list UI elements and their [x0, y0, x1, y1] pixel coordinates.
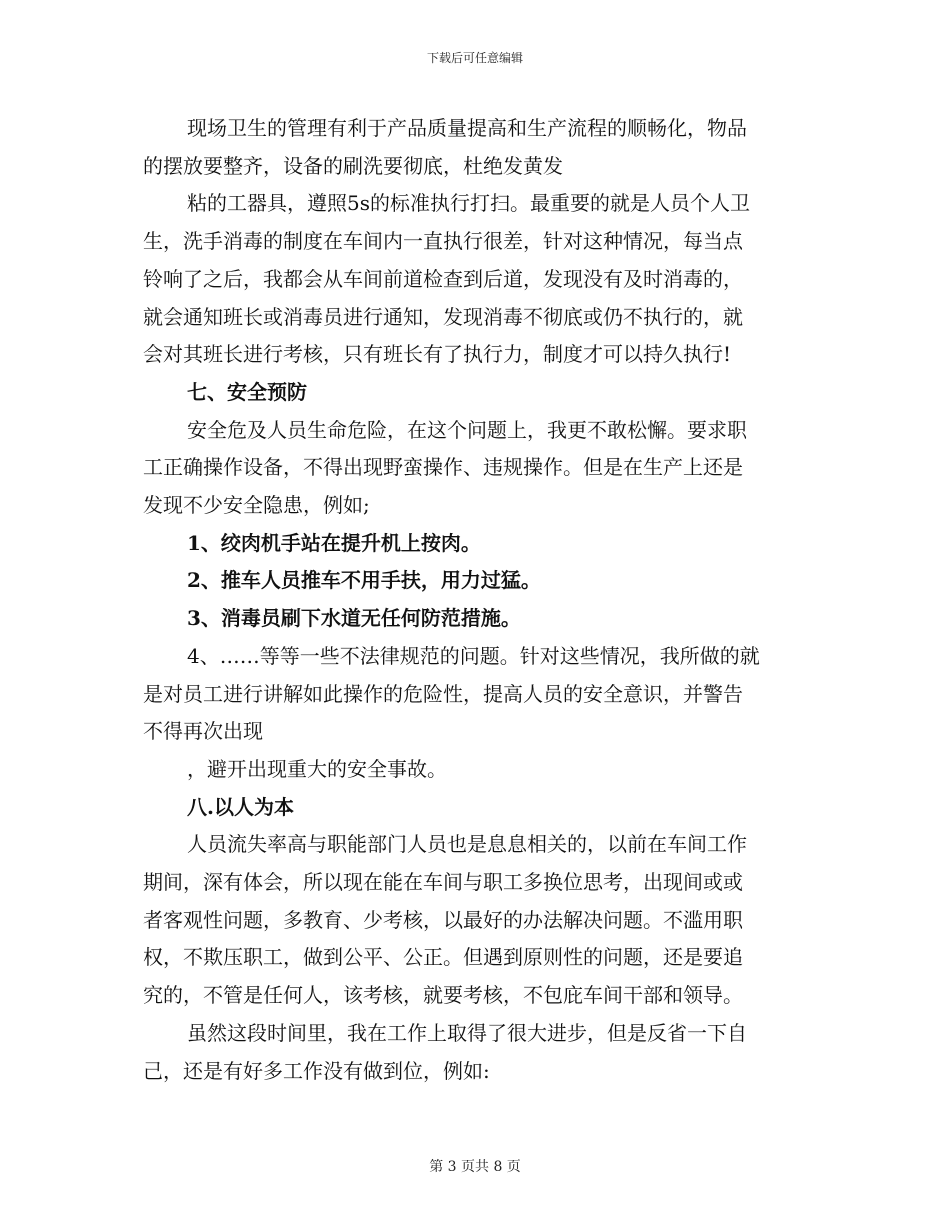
paragraph-line: 虽然这段时间里，我在工作上取得了很大进步，但是反省一下自	[187, 1020, 747, 1045]
paragraph-line: 铃响了之后，我都会从车间前道检查到后道，发现没有及时消毒的，	[143, 266, 743, 291]
paragraph-line: 安全危及人员生命危险，在这个问题上，我更不敢松懈。要求职	[187, 417, 747, 442]
paragraph-line: 会对其班长进行考核，只有班长有了执行力，制度才可以持久执行!	[143, 342, 732, 367]
paragraph-line: 4、……等等一些不法律规范的问题。针对这些情况，我所做的就	[187, 643, 760, 668]
list-item: 2、推车人员推车不用手扶，用力过猛。	[187, 568, 541, 593]
list-item: 3、消毒员刷下水道无任何防范措施。	[187, 606, 521, 631]
paragraph-line: 现场卫生的管理有利于产品质量提高和生产流程的顺畅化，物品	[187, 116, 747, 140]
paragraph-line: 人员流失率高与职能部门人员也是息息相关的，以前在车间工作	[187, 832, 747, 857]
list-item: 1、绞肉机手站在提升机上按肉。	[187, 530, 481, 555]
paragraph-line: 权，不欺压职工，做到公平、公正。但遇到原则性的问题，还是要追	[143, 945, 743, 970]
paragraph-line: ，避开出现重大的安全事故。	[187, 756, 447, 781]
document-body	[143, 110, 807, 1090]
paragraph-line: 不得再次出现	[143, 719, 263, 744]
paragraph-line: 者客观性问题，多教育、少考核，以最好的办法解决问题。不滥用职	[143, 907, 743, 932]
page-header: 下载后可任意编辑	[426, 51, 523, 65]
paragraph-line: 发现不少安全隐患，例如;	[143, 493, 370, 518]
paragraph-line: 工正确操作设备，不得出现野蛮操作、违规操作。但是在生产上还是	[143, 455, 743, 480]
section-heading-safety: 七、安全预防	[187, 379, 307, 404]
paragraph-line: 就会通知班长或消毒员进行通知，发现消毒不彻底或仍不执行的，就	[143, 304, 743, 329]
paragraph-line: 究的，不管是任何人，该考核，就要考核，不包庇车间干部和领导。	[143, 983, 743, 1008]
page-footer: 第 3 页共 8 页	[429, 1159, 521, 1175]
paragraph-line: 粘的工器具，遵照5s的标准执行打扫。最重要的就是人员个人卫	[187, 191, 750, 216]
paragraph-line: 的摆放要整齐，设备的刷洗要彻底，杜绝发黄发	[143, 153, 563, 178]
paragraph-line: 期间，深有体会，所以现在能在车间与职工多换位思考，出现间或或	[143, 870, 743, 895]
section-heading-people: 八.以人为本	[187, 794, 294, 819]
paragraph-line: 己，还是有好多工作没有做到位，例如:	[143, 1058, 490, 1083]
paragraph-line: 生，洗手消毒的制度在车间内一直执行很差，针对这种情况，每当点	[143, 229, 743, 254]
paragraph-line: 是对员工进行讲解如此操作的危险性，提高人员的安全意识，并警告	[143, 681, 743, 706]
